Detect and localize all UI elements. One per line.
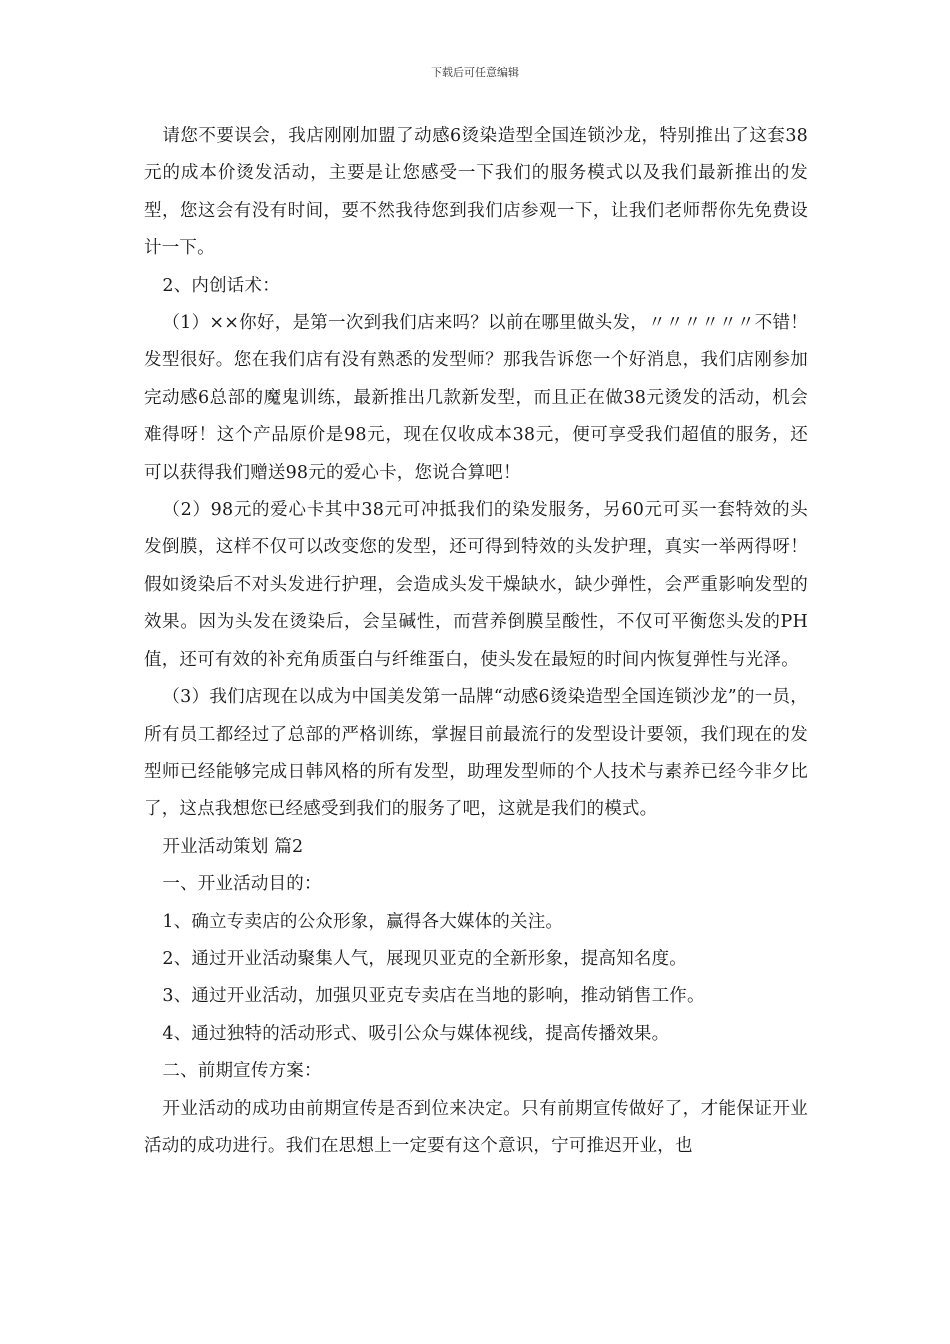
document-body (144, 118, 808, 1165)
paragraph-script-2: （2）98元的爱心卡其中38元可冲抵我们的染发服务，另60元可买一套特效的头发倒膜，这样不仅可以改变您的发型，还可得到特效的头发护理，真实一举两得呀！假如烫染后不对头发进行护理，会造成头发干燥缺水，缺少弹性，会严重影响发型的效果。因为头发在烫染后，会呈碱性，而营养倒膜呈酸性，不仅可平衡您头发的PH值，还可有效的补充角质蛋白与纤维蛋白，使头发在最短的时间内恢复弹性与光泽。 (144, 500, 808, 670)
section-heading-promotion: 二、前期宣传方案： (162, 1061, 322, 1082)
paragraph-intro: 请您不要误会，我店刚刚加盟了动感6烫染造型全国连锁沙龙，特别推出了这套38元的成本价烫发活动，主要是让您感受一下我们的服务模式以及我们最新推出的发型，您这会有没有时间，要不然我待您到我们店参观一下，让我们老师帮你先免费设计一下。 (144, 126, 808, 259)
section-heading-objectives: 一、开业活动目的： (162, 874, 322, 895)
page-header: 下载后可任意编辑 (431, 66, 519, 79)
paragraph-script-3: （3）我们店现在以成为中国美发第一品牌“动感6烫染造型全国连锁沙龙”的一员，所有员工都经过了总部的严格训练，掌握目前最流行的发型设计要领，我们现在的发型师已经能够完成日韩风格的所有发型，助理发型师的个人技术与素养已经今非夕比了，这点我想您已经感受到我们的服务了吧，这就是我们的模式。 (144, 687, 808, 820)
paragraph-script-1: （1）××你好，是第一次到我们店来吗？以前在哪里做头发，〃〃〃〃〃〃不错！发型很好。您在我们店有没有熟悉的发型师？那我告诉您一个好消息，我们店刚参加完动感6总部的魔鬼训练，最新推出几款新发型，而且正在做38元烫发的活动，机会难得呀！这个产品原价是98元，现在仅收成本38元，便可享受我们超值的服务，还可以获得我们赠送98元的爱心卡，您说合算吧！ (144, 313, 808, 483)
list-item-objective-3: 3、通过开业活动，加强贝亚克专卖店在当地的影响，推动销售工作。 (162, 986, 705, 1007)
list-item-objective-2: 2、通过开业活动聚集人气，展现贝亚克的全新形象，提高知名度。 (162, 948, 688, 969)
list-item-objective-4: 4、通过独特的活动形式、吸引公众与媒体视线，提高传播效果。 (162, 1023, 670, 1044)
section-title-opening-plan: 开业活动策划 篇2 (162, 836, 304, 857)
paragraph-promotion: 开业活动的成功由前期宣传是否到位来决定。只有前期宣传做好了，才能保证开业活动的成功进行。我们在思想上一定要有这个意识，宁可推迟开业，也 (144, 1098, 808, 1156)
section-heading-internal-script: 2、内创话术： (162, 275, 280, 296)
list-item-objective-1: 1、确立专卖店的公众形象，赢得各大媒体的关注。 (162, 911, 564, 932)
